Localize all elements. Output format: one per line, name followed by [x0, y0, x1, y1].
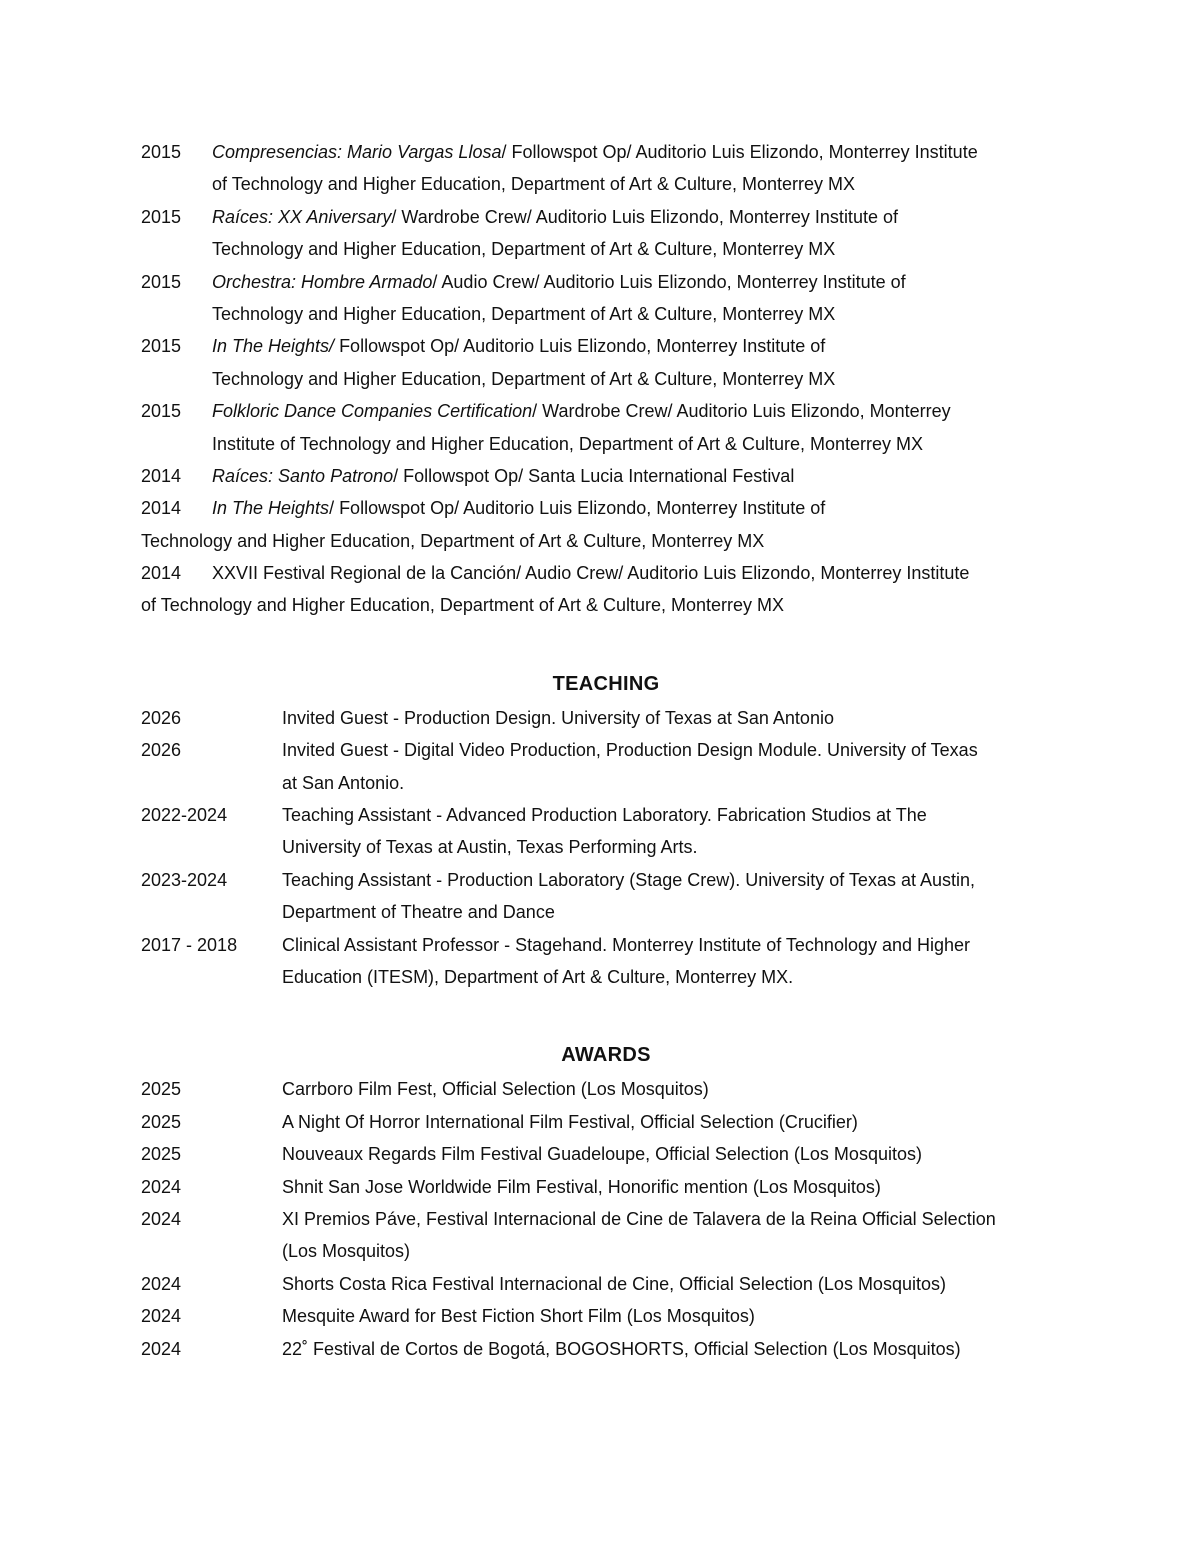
- entry-year: 2015: [141, 206, 182, 227]
- entry-continuation: Technology and Higher Education, Department of Art & Culture, Monterrey MX: [212, 368, 836, 389]
- entry-year: 2017 - 2018: [141, 934, 238, 955]
- entry-details: / Followspot Op/ Auditorio Luis Elizondo, Monterrey Institute: [501, 142, 978, 162]
- entry-text: Mesquite Award for Best Fiction Short Film (Los Mosquitos): [282, 1306, 755, 1327]
- teaching-entry: [141, 702, 1071, 734]
- award-entry: [141, 1073, 1071, 1105]
- entry-year: 2015: [141, 336, 182, 357]
- entry-details: / Wardrobe Crew/ Auditorio Luis Elizondo, Monterrey: [532, 401, 951, 422]
- production-entry: [141, 460, 1071, 492]
- teaching-section: [141, 666, 1071, 994]
- award-entry: [141, 1203, 1071, 1268]
- entry-year: 2025: [141, 1079, 182, 1100]
- entry-text: Teaching Assistant - Advanced Production Laboratory. Fabrication Studios at The: [282, 805, 927, 826]
- entry-year: 2015: [141, 271, 182, 292]
- teaching-entry: [141, 734, 1071, 799]
- entry-details: XXVII Festival Regional de la Canción/ Audio Crew/ Auditorio Luis Elizondo, Monterrey Institute: [212, 563, 970, 584]
- entry-title: Raíces: XX Aniversary: [212, 206, 392, 227]
- entry-year: 2025: [141, 1144, 182, 1165]
- entry-title: Raíces: Santo Patrono: [212, 465, 394, 486]
- entry-year: 2025: [141, 1111, 182, 1132]
- production-entry: [141, 395, 1071, 427]
- production-list: [141, 136, 1071, 622]
- production-entry: [141, 330, 1071, 362]
- entry-year: 2015: [141, 401, 182, 422]
- entry-continuation: Technology and Higher Education, Department of Art & Culture, Monterrey MX: [212, 239, 836, 260]
- award-entry: [141, 1138, 1071, 1170]
- entry-text: Invited Guest - Production Design. University of Texas at San Antonio: [282, 707, 834, 728]
- teaching-entry: [141, 864, 1071, 929]
- entry-title: In The Heights: [212, 498, 330, 519]
- entry-title: Compresencias: Mario Vargas Llosa: [212, 142, 502, 162]
- entry-text: Shnit San Jose Worldwide Film Festival, Honorific mention (Los Mosquitos): [282, 1176, 881, 1197]
- entry-details: / Followspot Op/ Auditorio Luis Elizondo, Monterrey Institute of: [329, 498, 826, 519]
- entry-text: Education (ITESM), Department of Art & Culture, Monterrey MX.: [282, 966, 794, 987]
- entry-continuation: Technology and Higher Education, Department of Art & Culture, Monterrey MX: [141, 530, 765, 551]
- entry-year: 2022-2024: [141, 805, 228, 826]
- entry-text: Invited Guest - Digital Video Production, Production Design Module. University of Texas: [282, 740, 978, 761]
- entry-title: In The Heights/: [212, 336, 335, 357]
- entry-details: / Audio Crew/ Auditorio Luis Elizondo, Monterrey Institute of: [432, 271, 906, 292]
- entry-year: 2015: [141, 142, 182, 162]
- entry-text: Shorts Costa Rica Festival Internacional de Cine, Official Selection (Los Mosquitos): [282, 1273, 946, 1294]
- entry-details: / Followspot Op/ Santa Lucia International Festival: [393, 465, 795, 486]
- teaching-entry: [141, 929, 1071, 994]
- award-entry: [141, 1300, 1071, 1332]
- entry-title: Orchestra: Hombre Armado: [212, 271, 433, 292]
- award-entry: [141, 1106, 1071, 1138]
- entry-details: / Wardrobe Crew/ Auditorio Luis Elizondo, Monterrey Institute of: [391, 206, 898, 227]
- entry-year: 2024: [141, 1176, 182, 1197]
- entry-text: (Los Mosquitos): [282, 1241, 411, 1262]
- entry-text: XI Premios Páve, Festival Internacional de Cine de Talavera de la Reina Official Selection: [282, 1208, 996, 1229]
- entry-year: 2026: [141, 740, 182, 761]
- entry-year: 2024: [141, 1306, 182, 1327]
- entry-text: Teaching Assistant - Production Laboratory (Stage Crew). University of Texas at Austin,: [282, 869, 975, 890]
- section-heading: TEACHING: [552, 672, 660, 695]
- entry-year: 2024: [141, 1338, 182, 1359]
- production-entry: [141, 136, 1071, 168]
- entry-text: Clinical Assistant Professor - Stagehand. Monterrey Institute of Technology and Higher: [282, 934, 971, 955]
- production-entry: [141, 492, 1071, 524]
- entry-continuation: of Technology and Higher Education, Department of Art & Culture, Monterrey MX: [141, 595, 784, 616]
- entry-text: Nouveaux Regards Film Festival Guadeloupe, Official Selection (Los Mosquitos): [282, 1144, 922, 1165]
- award-entry: [141, 1268, 1071, 1300]
- entry-year: 2014: [141, 563, 182, 584]
- entry-year: 2024: [141, 1208, 182, 1229]
- entry-text: A Night Of Horror International Film Festival, Official Selection (Crucifier): [282, 1111, 858, 1132]
- entry-continuation: of Technology and Higher Education, Department of Art & Culture, Monterrey MX: [212, 174, 855, 195]
- entry-details: Followspot Op/ Auditorio Luis Elizondo, Monterrey Institute of: [334, 336, 826, 357]
- entry-text: at San Antonio.: [282, 772, 405, 793]
- entry-title: Folkloric Dance Companies Certification: [212, 401, 533, 422]
- entry-year: 2014: [141, 498, 182, 519]
- award-entry: [141, 1333, 1071, 1365]
- section-heading: AWARDS: [561, 1044, 651, 1067]
- teaching-entry: [141, 799, 1071, 864]
- entry-text: University of Texas at Austin, Texas Performing Arts.: [282, 837, 698, 858]
- awards-section: [141, 1037, 1071, 1365]
- entry-text: 22˚ Festival de Cortos de Bogotá, BOGOSHORTS, Official Selection (Los Mosquitos): [282, 1338, 961, 1359]
- production-entry: [141, 557, 1071, 589]
- entry-text: Department of Theatre and Dance: [282, 902, 555, 923]
- entry-year: 2014: [141, 465, 182, 486]
- entry-continuation: Technology and Higher Education, Department of Art & Culture, Monterrey MX: [212, 303, 836, 324]
- award-entry: [141, 1171, 1071, 1203]
- entry-text: Carrboro Film Fest, Official Selection (Los Mosquitos): [282, 1079, 709, 1100]
- production-entry: [141, 201, 1071, 233]
- entry-year: 2024: [141, 1273, 182, 1294]
- entry-year: 2026: [141, 707, 182, 728]
- cv-page: [141, 136, 1071, 1365]
- entry-continuation: Institute of Technology and Higher Education, Department of Art & Culture, Monterrey MX: [212, 433, 924, 454]
- production-entry: [141, 266, 1071, 298]
- entry-year: 2023-2024: [141, 869, 228, 890]
